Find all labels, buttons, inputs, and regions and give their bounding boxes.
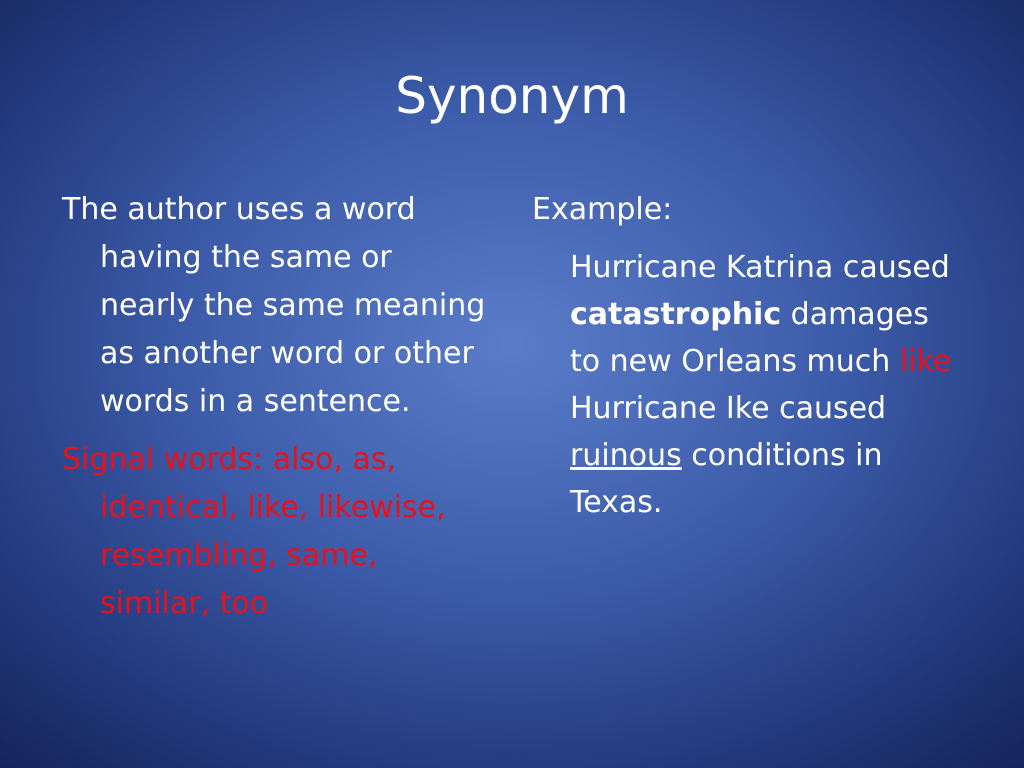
example-part-4: conditions in Texas.	[570, 438, 883, 520]
definition-text: The author uses a word having the same or nearly the same meaning as another word or other words in a sentence.	[62, 192, 486, 419]
example-bold-word: catastrophic	[570, 297, 782, 332]
example-part-3: Hurricane Ike caused	[570, 391, 887, 426]
example-underlined-word: ruinous	[570, 438, 682, 473]
slide-title: Synonym	[395, 67, 629, 125]
signal-words-text: Signal words: also, as, identical, like, likewise, resembling, same, similar, too	[62, 442, 446, 621]
right-column	[532, 186, 952, 526]
left-column	[62, 186, 492, 628]
example-text	[570, 244, 952, 526]
example-part-2: damages to new Orleans much	[570, 297, 929, 379]
example-part-1: Hurricane Katrina caused	[570, 250, 950, 285]
example-red-word: like	[899, 344, 952, 379]
example-label: Example:	[532, 192, 673, 227]
